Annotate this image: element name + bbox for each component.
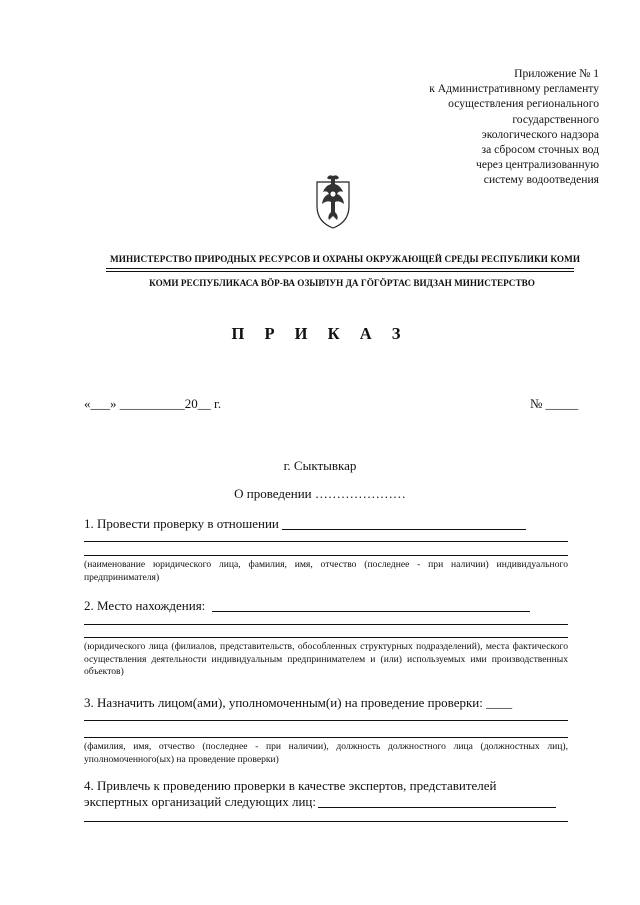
appendix-line: осуществления регионального xyxy=(448,97,599,111)
section-2-blank xyxy=(212,611,530,612)
order-date: «___» __________20__ г. xyxy=(84,396,222,411)
appendix-line: к Административному регламенту xyxy=(429,82,599,96)
section-1-blank xyxy=(84,541,568,542)
section-4-line-1: 4. Привлечь к проведению проверки в качестве экспертов, представителей xyxy=(84,778,497,793)
section-1-blank xyxy=(282,529,526,530)
section-2-blank xyxy=(84,624,568,625)
section-3-note: (фамилия, имя, отчество (последнее - при наличии), должность должностного лица (должностных лиц), уполномоченного(ых) на проведение проверки) xyxy=(84,741,568,765)
header-rule-thick xyxy=(106,271,574,272)
section-4-blank xyxy=(318,807,556,808)
coat-of-arms-icon xyxy=(313,172,353,230)
ministry-name-ru: МИНИСТЕРСТВО ПРИРОДНЫХ РЕСУРСОВ И ОХРАНЫ ОКРУЖАЮЩЕЙ СРЕДЫ РЕСПУБЛИКИ КОМИ xyxy=(110,254,581,264)
section-3-blank xyxy=(84,737,568,738)
appendix-line: государственного xyxy=(512,112,599,126)
order-subject: О проведении ………………… xyxy=(234,486,406,501)
appendix-line: за сбросом сточных вод xyxy=(481,143,599,157)
section-1-blank xyxy=(84,555,568,556)
appendix-line: систему водоотведения xyxy=(483,173,599,187)
appendix-line: через централизованную xyxy=(476,158,599,172)
section-1-note: (наименование юридического лица, фамилия, имя, отчество (последнее - при наличии) индивидуального предпринимателя) xyxy=(84,559,568,583)
section-1-text: 1. Провести проверку в отношении xyxy=(84,516,279,531)
section-2-blank xyxy=(84,637,568,638)
section-4-blank xyxy=(84,821,568,822)
section-3-text: 3. Назначить лицом(ами), уполномоченным(и) на проведение проверки: ____ xyxy=(84,695,513,710)
section-2-note: (юридического лица (филиалов, представительств, обособленных структурных подразделений), места фактического осуществления деятельности индивидуальным предпринимателем и (или) используемых ими производственных объектов) xyxy=(84,641,568,677)
appendix-line: экологического надзора xyxy=(481,127,599,141)
appendix-line: Приложение № 1 xyxy=(514,67,599,80)
appendix-block xyxy=(429,66,599,188)
header-rule-thin xyxy=(106,268,574,269)
section-2-text: 2. Место нахождения: xyxy=(84,598,206,613)
section-4-line-2: экспертных организаций следующих лиц: xyxy=(84,794,316,809)
city: г. Сыктывкар xyxy=(283,458,357,473)
document-title: П Р И К А З xyxy=(231,324,409,343)
order-number: № _____ xyxy=(530,396,579,411)
section-3-blank xyxy=(84,720,568,721)
ministry-name-komi: КОМИ РЕСПУБЛИКАСА ВÖР-ВА ОЗЫРЛУН ДА ГÖГÖРТАС ВИДЗАН МИНИСТЕРСТВО xyxy=(149,278,535,288)
